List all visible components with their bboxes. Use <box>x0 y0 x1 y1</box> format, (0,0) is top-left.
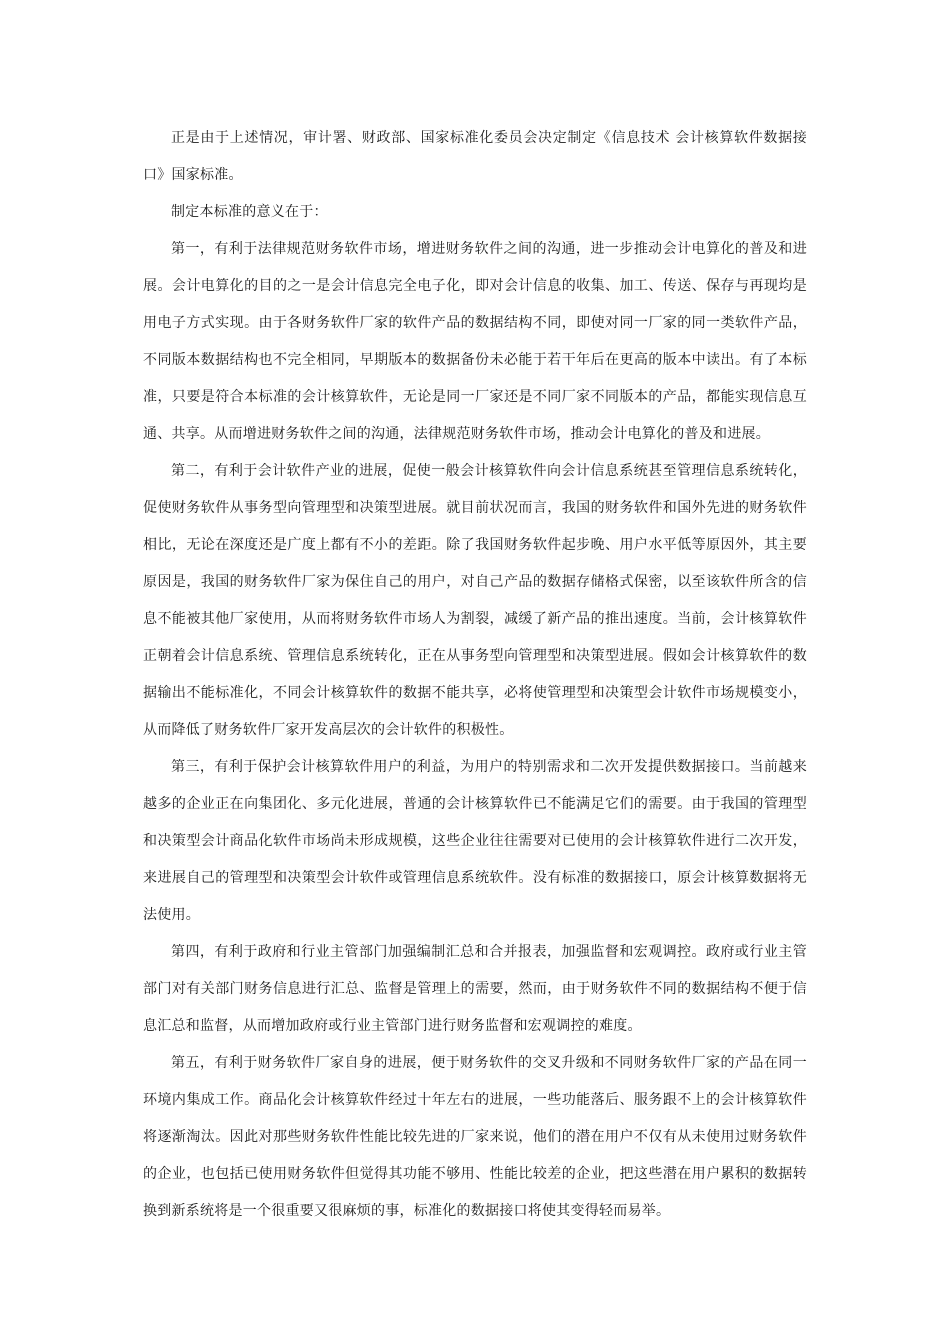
paragraph-significance-intro: 制定本标准的意义在于： <box>171 204 328 220</box>
paragraph-point-5: 第五，有利于财务软件厂家自身的进展，便于财务软件的交叉升级和不同财务软件厂家的产品在同一环境内集成工作。商品化会计核算软件经过十年左右的进展，一些功能落后、服务跟不上的会计核算软件将逐渐淘汰。因此对那些财务软件性能比较先进的厂家来说，他们的潜在用户不仅有从未使用过财务软件的企业，也包括已使用财务软件但觉得其功能不够用、性能比较差的企业，把这些潜在用户累积的数据转换到新系统将是一个很重要又很麻烦的事，标准化的数据接口将使其变得轻而易举。 <box>143 1055 807 1219</box>
paragraph-situation: 正是由于上述情况，审计署、财政部、国家标准化委员会决定制定《信息技术 会计核算软件数据接口》国家标准。 <box>143 130 807 183</box>
paragraph-point-3: 第三，有利于保护会计核算软件用户的利益，为用户的特别需求和二次开发提供数据接口。当前越来越多的企业正在向集团化、多元化进展，普通的会计核算软件已不能满足它们的需要。由于我国的管理型和决策型会计商品化软件市场尚未形成规模，这些企业往往需要对已使用的会计核算软件进行二次开发，来进展自己的管理型和决策型会计软件或管理信息系统软件。没有标准的数据接口，原会计核算数据将无法使用。 <box>143 759 807 923</box>
paragraph-point-4: 第四，有利于政府和行业主管部门加强编制汇总和合并报表，加强监督和宏观调控。政府或行业主管部门对有关部门财务信息进行汇总、监督是管理上的需要，然而，由于财务软件不同的数据结构不便于信息汇总和监督，从而增加政府或行业主管部门进行财务监督和宏观调控的难度。 <box>143 944 807 1034</box>
paragraph-point-1: 第一，有利于法律规范财务软件市场，增进财务软件之间的沟通，进一步推动会计电算化的普及和进展。会计电算化的目的之一是会计信息完全电子化，即对会计信息的收集、加工、传送、保存与再现均是用电子方式实现。由于各财务软件厂家的软件产品的数据结构不同，即使对同一厂家的同一类软件产品，不同版本数据结构也不完全相同，早期版本的数据备份未必能于若干年后在更高的版本中读出。有了本标准，只要是符合本标准的会计核算软件，无论是同一厂家还是不同厂家不同版本的产品，都能实现信息互通、共享。从而增进财务软件之间的沟通，法律规范财务软件市场，推动会计电算化的普及和进展。 <box>143 241 807 442</box>
document-body <box>143 120 807 1230</box>
paragraph-point-2: 第二，有利于会计软件产业的进展，促使一般会计核算软件向会计信息系统甚至管理信息系统转化，促使财务软件从事务型向管理型和决策型进展。就目前状况而言，我国的财务软件和国外先进的财务软件相比，无论在深度还是广度上都有不小的差距。除了我国财务软件起步晚、用户水平低等原因外，其主要原因是，我国的财务软件厂家为保住自己的用户，对自己产品的数据存储格式保密，以至该软件所含的信息不能被其他厂家使用，从而将财务软件市场人为割裂，减缓了新产品的推出速度。当前，会计核算软件正朝着会计信息系统、管理信息系统转化，正在从事务型向管理型和决策型进展。假如会计核算软件的数据输出不能标准化，不同会计核算软件的数据不能共享，必将使管理型和决策型会计软件市场规模变小，从而降低了财务软件厂家开发高层次的会计软件的积极性。 <box>143 463 807 738</box>
